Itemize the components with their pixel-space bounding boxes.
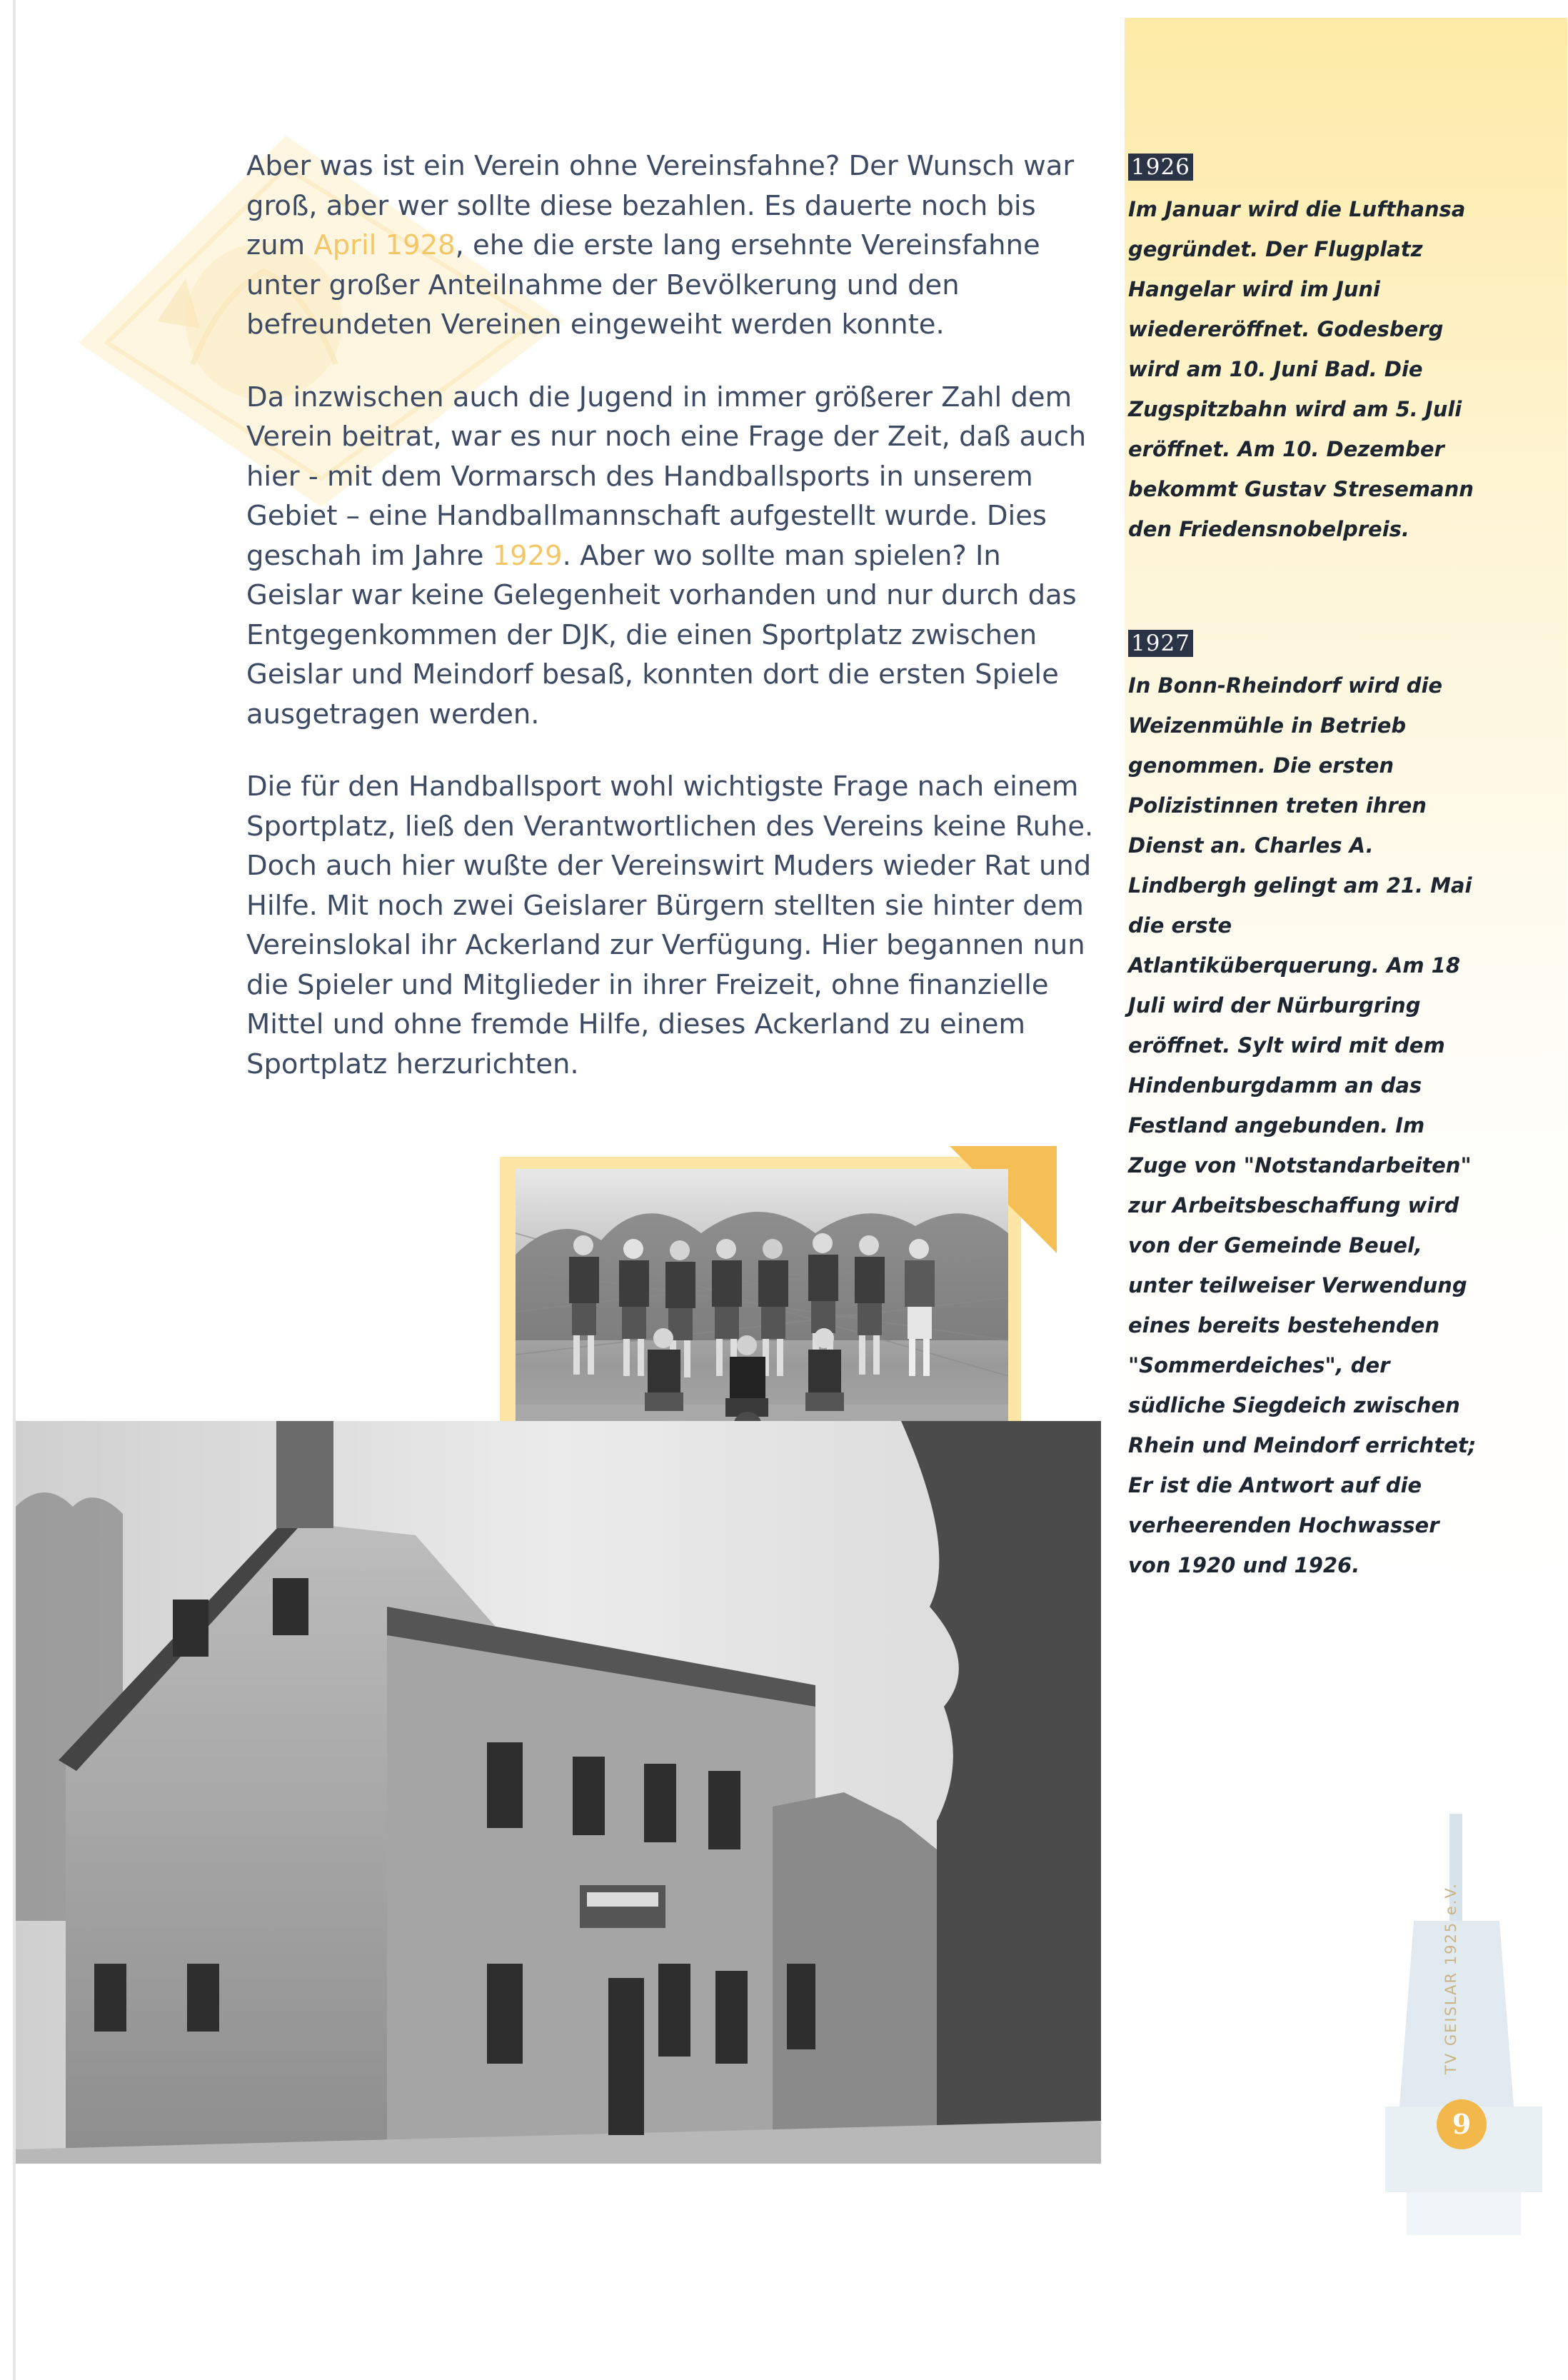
paragraph-sportplatz: Die für den Handballsport wohl wichtigste Frage nach einem Sportplatz, ließ den Verantwortlichen des Vereins keine Ruhe. Doch auch hier wußte der Vereinswirt Muders wieder Rat und Hilfe. Mit noch zwei Geislarer Bürgern stellten sie hinter dem Vereinslokal ihr Ackerland zur Verfügung. Hier begannen nun die Spieler und Mitglieder in ihrer Freizeit, ohne finanzielle Mittel und ohne fremde Hilfe, dieses Ackerland zu einem Sportplatz herzurichten. (246, 770, 1094, 1080)
year-badge: 1926 (1128, 154, 1193, 181)
page-number-badge: 9 (1437, 2099, 1487, 2149)
highlight-1929: 1929 (492, 539, 563, 572)
vereinslokal-house-photo (16, 1421, 1101, 2164)
timeline-entry-1927 (1128, 630, 1485, 1585)
timeline-text: Im Januar wird die Lufthansa gegründet. Der Flugplatz Hangelar wird im Juni wiedereröffnet. Godesberg wird am 10. Juni Bad. Die Zugspitzbahn wird am 5. Juli eröffnet. Am 10. Dezember bekommt Gustav Stresemann den Friedensnobelpreis. (1128, 197, 1474, 541)
club-name-vertical-label: TV GEISLAR 1925 e.V. (1442, 1882, 1459, 2074)
timeline-text: In Bonn-Rheindorf wird die Weizenmühle in Betrieb genommen. Die ersten Polizistinnen treten ihren Dienst an. Charles A. Lindbergh gelingt am 21. Mai die erste Atlantiküberquerung. Am 18 Juli wird der Nürburgring eröffnet. Sylt wird mit dem Hindenburgdamm an das Festland angebunden. Im Zuge von "Notstandarbeiten" zur Arbeitsbeschaffung wird von der Gemeinde Beuel, unter teilweiser Verwendung eines bereits bestehenden "Sommerdeiches", der südliche Siegdeich zwischen Rhein und Meindorf errichtet; Er ist die Antwort auf die verheerenden Hochwasser von 1920 und 1926. (1128, 673, 1477, 1577)
club-emblem-watermark (1371, 1799, 1564, 2242)
paragraph-handballmannschaft: Da inzwischen auch die Jugend in immer größerer Zahl dem Verein beitrat, war es nur noch eine Frage der Zeit, daß auch hier - mit dem Vormarsch des Handballsports in unserem Gebiet – eine Handballmannschaft aufgestellt wurde. Dies geschah im Jahre 1929. Aber wo sollte man spielen? In Geislar war keine Gelegenheit vorhanden und nur durch das Entgegenkommen der DJK, die einen Sportplatz zwischen Geislar und Meindorf besaß, konnten dort die ersten Spiele ausgetragen werden. (246, 381, 1087, 730)
timeline-entry-1926 (1128, 154, 1485, 549)
year-badge: 1927 (1128, 630, 1193, 657)
main-article-text (246, 146, 1096, 1117)
highlight-april-1928: April 1928 (313, 229, 456, 261)
paragraph-vereinsfahne: Aber was ist ein Verein ohne Vereinsfahne? Der Wunsch war groß, aber wer sollte diese bezahlen. Es dauerte noch bis zum April 1928, ehe die erste lang ersehnte Vereinsfahne unter großer Anteilnahme der Bevölkerung und den befreundeten Vereinen eingeweiht werden konnte. (246, 150, 1075, 341)
